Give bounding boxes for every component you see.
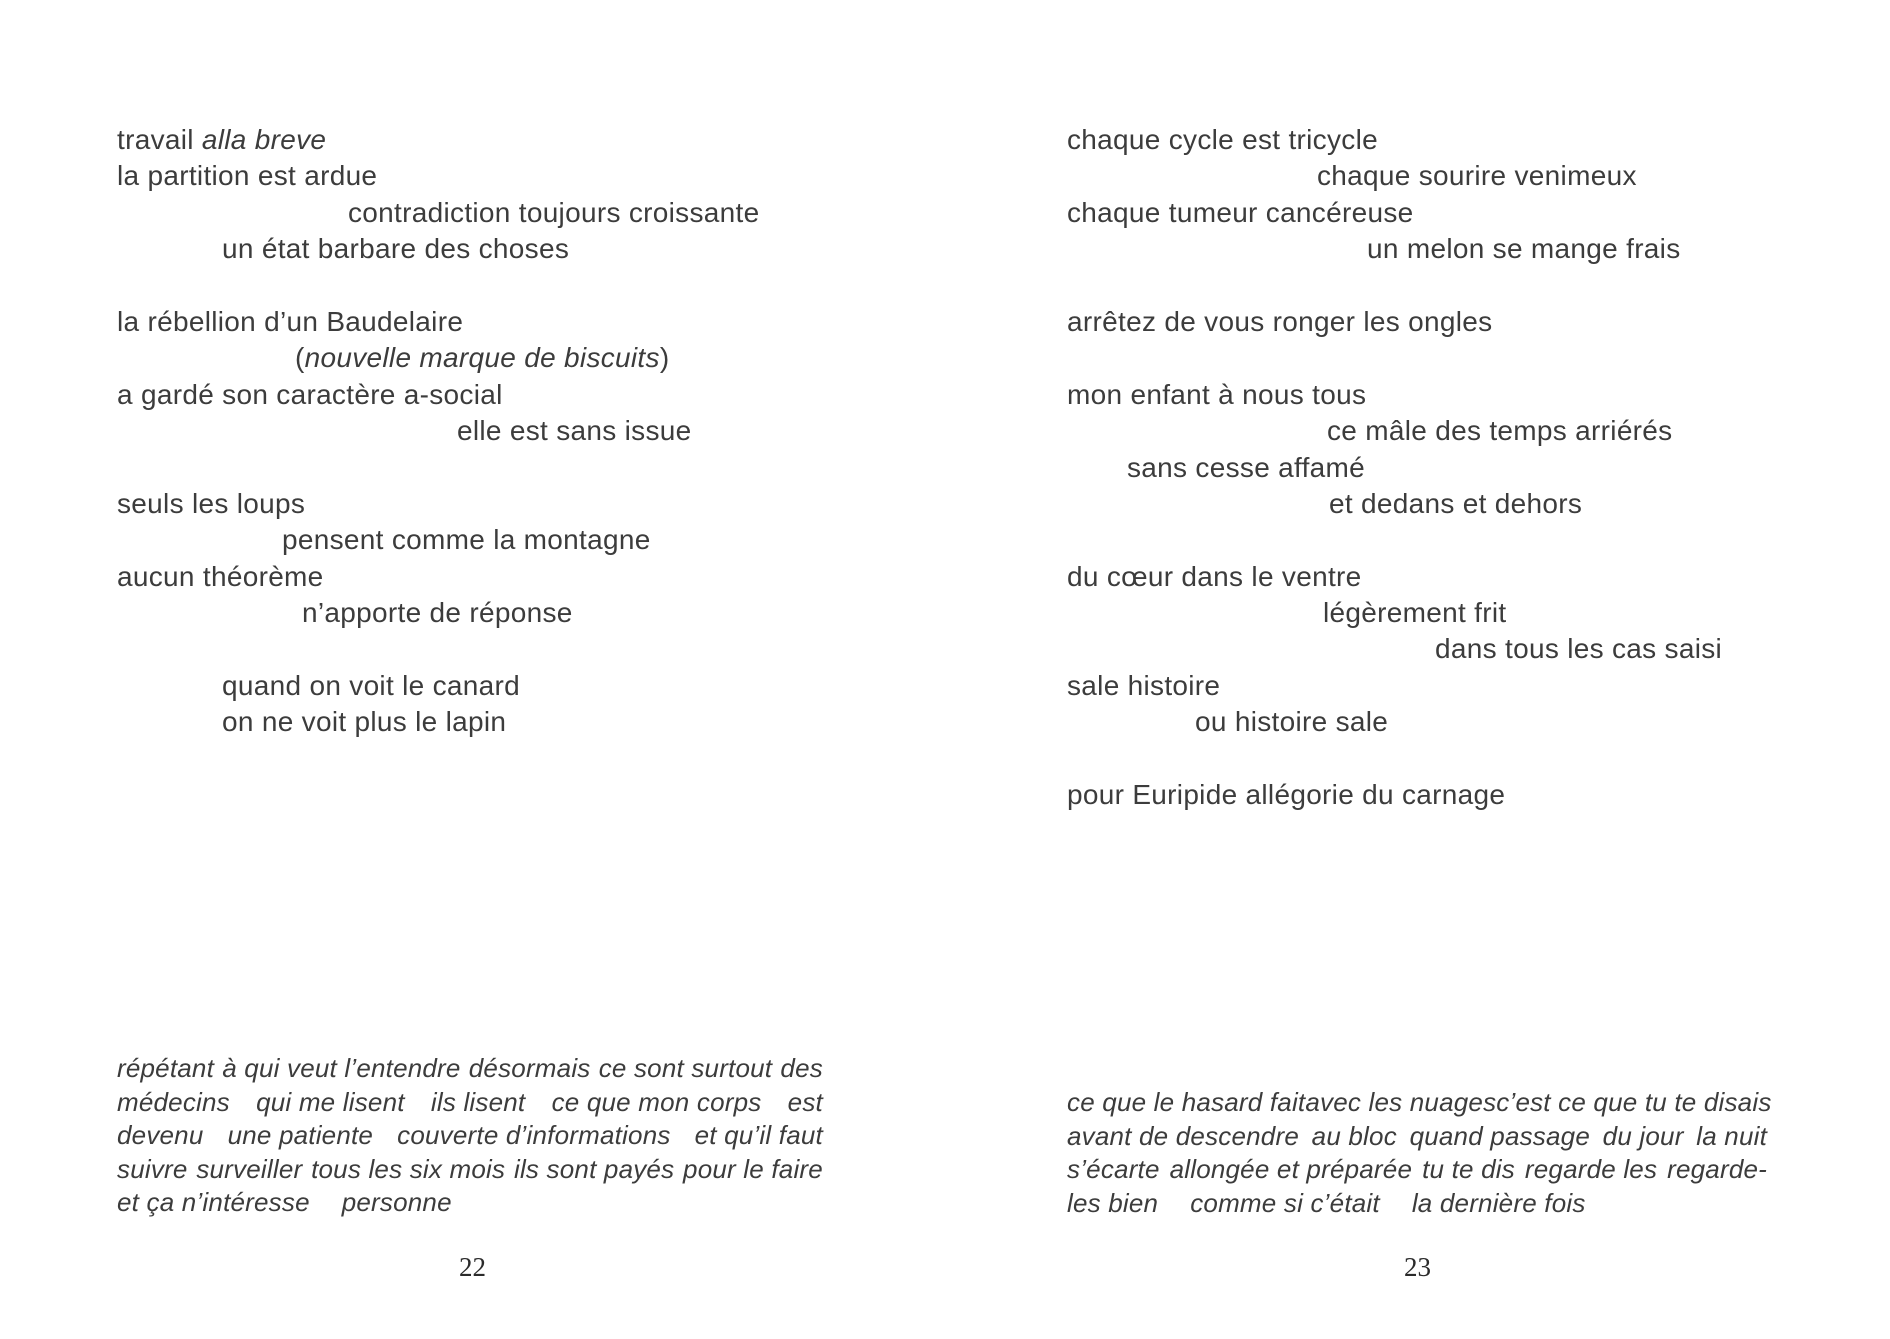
poem-line	[1067, 486, 1857, 522]
footnote-line	[117, 1153, 823, 1187]
page-number: 23	[1404, 1252, 1431, 1282]
footnote-phrase: couverte d’informations	[397, 1120, 671, 1150]
footnote-phrase: regarde-	[1667, 1154, 1767, 1184]
footnote-phrase: ce sont surtout	[598, 1053, 773, 1083]
footnote-phrase: s’écarte	[1067, 1154, 1160, 1184]
poem-text: légèrement frit	[1323, 597, 1507, 629]
poem-text: quand on voit le canard	[222, 669, 521, 701]
poem-blank-line	[1067, 741, 1857, 777]
poem-text: un melon se mange frais	[1367, 233, 1681, 265]
poem-line	[1067, 777, 1857, 813]
page-number: 22	[459, 1252, 486, 1282]
poem-text: travail	[117, 124, 202, 155]
footnote-line	[1067, 1086, 1772, 1120]
page-right	[945, 0, 1890, 1339]
poem-text: pour Euripide allégorie du carnage	[1067, 779, 1506, 811]
footnote-phrase: tous les six mois	[311, 1153, 506, 1184]
poem-text: chaque cycle est tricycle	[1067, 124, 1378, 155]
poem-line	[117, 231, 907, 267]
poem-text: sale histoire	[1067, 669, 1221, 701]
poem-text: et dedans et dehors	[1329, 487, 1583, 519]
footnote-phrase: qui me lisent	[256, 1086, 405, 1117]
poem-line	[1067, 450, 1857, 486]
poem-blank-line	[117, 450, 907, 486]
poem-blank-line	[117, 268, 907, 304]
poem-text: chaque tumeur cancéreuse	[1067, 196, 1414, 228]
poem-line	[1067, 559, 1857, 595]
footnote-phrase: suivre	[117, 1153, 188, 1184]
footnote-phrase: pour le faire	[683, 1153, 823, 1184]
poem-text: sans cesse affamé	[1127, 451, 1366, 483]
poem-text: la rébellion d’un Baudelaire	[117, 305, 464, 337]
poem-text: contradiction toujours croissante	[348, 196, 760, 228]
footnote-line	[117, 1119, 823, 1153]
footnote-phrase: à qui veut l’entendre	[222, 1053, 461, 1083]
poem-line	[117, 595, 907, 631]
poem-line	[1067, 413, 1857, 449]
poem-line	[117, 377, 907, 413]
poem-text: la partition est ardue	[117, 160, 378, 192]
footnote-phrase: ils sont payés	[513, 1153, 675, 1184]
poem-blank-line	[117, 631, 907, 667]
footnote-phrase: médecins	[117, 1086, 230, 1117]
poem-text: chaque sourire venimeux	[1317, 160, 1637, 192]
poem-line	[1067, 304, 1857, 340]
footnote-line	[117, 1086, 823, 1120]
footnote-phrase: répétant	[117, 1053, 215, 1083]
poem-line	[1067, 377, 1857, 413]
poem-line	[1067, 158, 1857, 194]
poem-line	[1067, 231, 1857, 267]
poem-line	[1067, 122, 1857, 158]
poem-text: pensent comme la montagne	[282, 524, 651, 556]
poem	[117, 122, 907, 741]
poem-text: dans tous les cas saisi	[1435, 633, 1723, 665]
footnote-line	[117, 1186, 823, 1220]
footnote-phrase: et ça n’intéresse	[117, 1187, 310, 1217]
footnote-phrase: avant de descendre	[1067, 1120, 1299, 1151]
poem-line	[117, 668, 907, 704]
footnote-phrase: ils lisent	[430, 1086, 526, 1117]
poem-text: un état barbare des choses	[222, 233, 570, 265]
poem-text: mon enfant à nous tous	[1067, 378, 1367, 410]
footnote-phrase: tu te dis	[1422, 1154, 1515, 1184]
footnote-phrase: la nuit	[1696, 1120, 1767, 1151]
poem-text: du cœur dans le ventre	[1067, 560, 1362, 592]
poem-text: arrêtez de vous ronger les ongles	[1067, 305, 1493, 337]
poem-text: on ne voit plus le lapin	[222, 706, 507, 738]
footnote-phrase: surveiller	[196, 1153, 303, 1184]
poem	[1067, 122, 1857, 813]
poem-line	[117, 486, 907, 522]
footnote-phrase: et qu’il faut	[694, 1120, 823, 1150]
poem-text: )	[659, 342, 670, 374]
footnote-phrase: regarde les	[1524, 1154, 1658, 1184]
poem-line	[1067, 668, 1857, 704]
poem-line	[117, 304, 907, 340]
footnote-phrase: ce que mon corps	[551, 1086, 762, 1117]
footnote-phrase: personne	[341, 1187, 452, 1217]
poem-text-italic: nouvelle marque de biscuits	[304, 342, 660, 374]
poem-line	[1067, 704, 1857, 740]
poem-blank-line	[1067, 522, 1857, 558]
footnote-phrase: du jour	[1602, 1120, 1684, 1151]
footnote-paragraph	[1067, 1086, 1772, 1220]
poem-line	[117, 559, 907, 595]
poem-line	[117, 158, 907, 194]
footnote-phrase: est	[787, 1086, 823, 1117]
footnote-line	[1067, 1120, 1767, 1154]
footnote-phrase: ce que le hasard fait	[1067, 1087, 1306, 1117]
poem-text: a gardé son caractère a-social	[117, 378, 503, 410]
footnote-line	[1067, 1153, 1767, 1187]
poem-text: ou histoire sale	[1195, 706, 1389, 738]
footnote-phrase: quand passage	[1409, 1120, 1590, 1151]
footnote-phrase: une patiente	[227, 1120, 374, 1150]
footnote-paragraph	[117, 1052, 823, 1220]
footnote-phrase: comme si c’était	[1190, 1187, 1380, 1218]
poem-text: (	[295, 342, 305, 374]
poem-text-italic: alla breve	[201, 124, 327, 155]
footnote-phrase: désormais	[468, 1053, 591, 1083]
poem-text: aucun théorème	[117, 560, 324, 592]
poem-line	[1067, 195, 1857, 231]
footnote-line	[117, 1052, 823, 1086]
poem-line	[117, 340, 907, 376]
poem-blank-line	[1067, 340, 1857, 376]
poem-line	[117, 122, 907, 158]
footnote-phrase: avec les nuages	[1305, 1087, 1497, 1117]
footnote-phrase: des	[780, 1053, 823, 1083]
poem-line	[117, 195, 907, 231]
poem-line	[117, 413, 907, 449]
footnote-phrase: les bien	[1067, 1187, 1159, 1218]
poem-text: ce mâle des temps arriérés	[1327, 415, 1673, 447]
poem-blank-line	[1067, 268, 1857, 304]
poem-line	[117, 704, 907, 740]
footnote-phrase: au bloc	[1311, 1120, 1397, 1151]
footnote-line	[1067, 1187, 1767, 1221]
footnote-phrase: la dernière fois	[1411, 1187, 1586, 1218]
footnote-phrase: c’est ce que tu te disais	[1496, 1087, 1772, 1117]
poem-text: elle est sans issue	[457, 415, 692, 447]
footnote-phrase: devenu	[117, 1120, 204, 1150]
poem-text: seuls les loups	[117, 487, 306, 519]
poem-line	[1067, 631, 1857, 667]
poem-line	[1067, 595, 1857, 631]
poem-text: n’apporte de réponse	[302, 597, 573, 629]
poem-line	[117, 522, 907, 558]
footnote-phrase: allongée et préparée	[1169, 1154, 1413, 1184]
